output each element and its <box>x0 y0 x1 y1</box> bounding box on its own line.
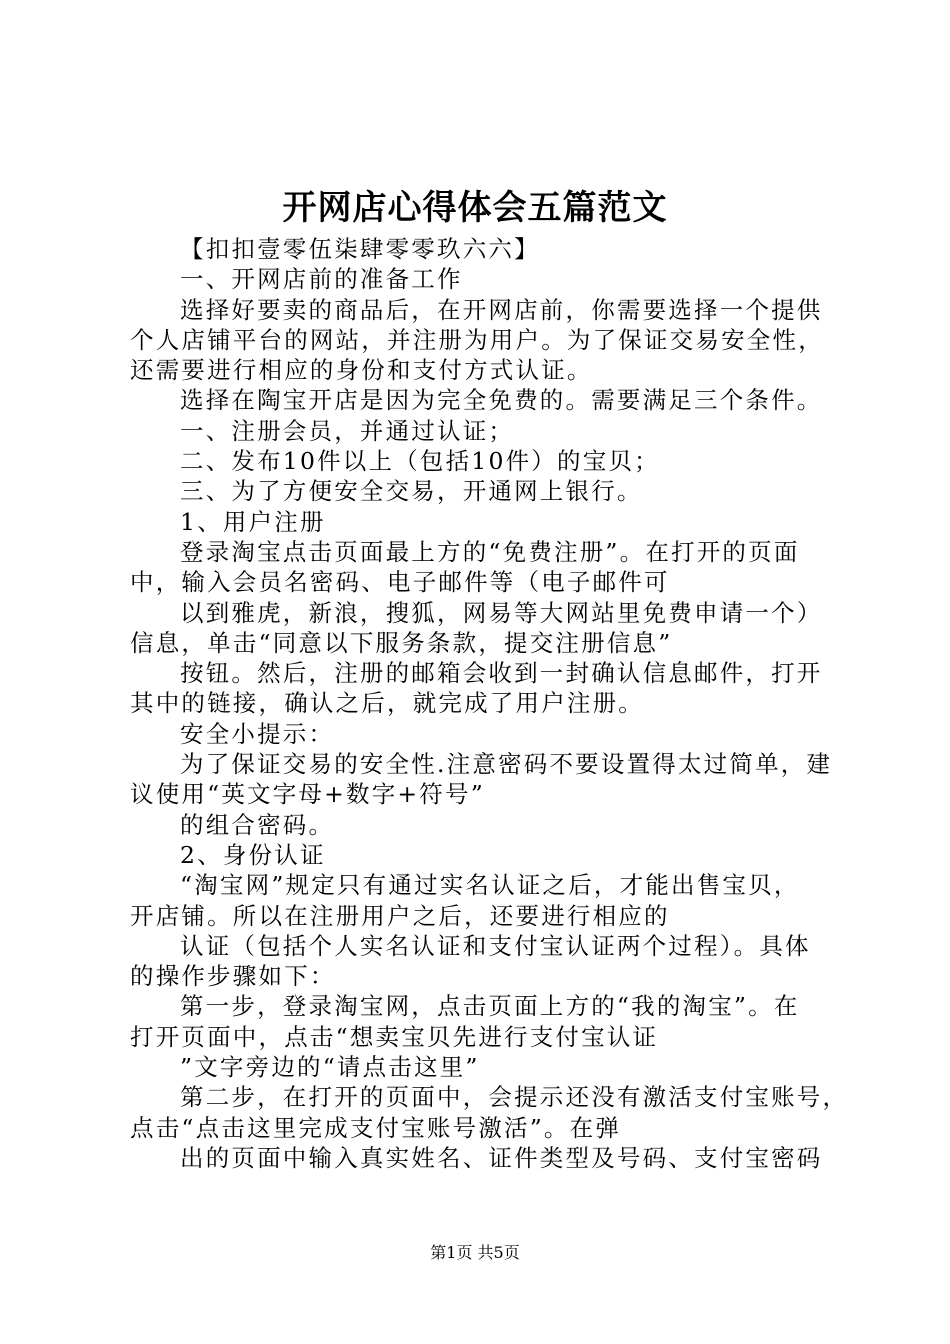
document-body <box>130 234 849 1173</box>
body-line: 一、开网店前的准备工作 <box>180 265 463 294</box>
body-line: 第一步，登录淘宝网，点击页面上方的“我的淘宝”。在 <box>180 992 800 1021</box>
body-line: 选择在陶宝开店是因为完全免费的。需要满足三个条件。 <box>180 386 823 415</box>
body-line: 还需要进行相应的身份和支付方式认证。 <box>130 356 593 385</box>
body-line: 开店铺。所以在注册用户之后，还要进行相应的 <box>130 901 670 930</box>
body-line: 一、注册会员，并通过认证； <box>180 416 515 445</box>
body-line: “淘宝网”规定只有通过实名认证之后，才能出售宝贝， <box>180 871 800 900</box>
body-line: 为了保证交易的安全性.注意密码不要设置得太过简单，建 <box>180 750 833 779</box>
body-line: 三、为了方便安全交易，开通网上银行。 <box>180 477 643 506</box>
body-line: 登录淘宝点击页面最上方的“免费注册”。在打开的页面 <box>180 537 800 566</box>
body-line: 2、身份认证 <box>180 840 326 869</box>
body-line: ”文字旁边的“请点击这里” <box>180 1053 480 1082</box>
body-line: 议使用“英文字母+数字+符号” <box>130 780 485 809</box>
page-footer: 第1页 共5页 <box>430 1243 520 1262</box>
body-line: 二、发布10件以上（包括10件）的宝贝； <box>180 447 660 476</box>
body-line: 的操作步骤如下： <box>130 962 336 991</box>
body-line: 第二步，在打开的页面中，会提示还没有激活支付宝账号， <box>180 1083 849 1112</box>
body-line: 点击“点击这里完成支付宝账号激活”。在弹 <box>130 1113 622 1142</box>
body-line: 【扣扣壹零伍柒肆零零玖六六】 <box>180 235 540 263</box>
body-line: 信息，单击“同意以下服务条款，提交注册信息” <box>130 628 673 657</box>
document-title: 开网店心得体会五篇范文 <box>282 188 668 228</box>
body-line: 打开页面中，点击“想卖宝贝先进行支付宝认证 <box>130 1022 659 1051</box>
body-line: 中，输入会员名密码、电子邮件等（电子邮件可 <box>130 568 670 597</box>
body-line: 出的页面中输入真实姓名、证件类型及号码、支付宝密码 <box>180 1143 823 1172</box>
body-line: 以到雅虎，新浪，搜狐，网易等大网站里免费申请一个） <box>180 598 823 627</box>
body-line: 认证（包括个人实名认证和支付宝认证两个过程）。具体 <box>180 931 811 960</box>
body-line: 选择好要卖的商品后，在开网店前，你需要选择一个提供 <box>180 295 823 324</box>
body-line: 个人店铺平台的网站，并注册为用户。为了保证交易安全性， <box>130 325 824 354</box>
body-line: 的组合密码。 <box>180 810 335 839</box>
body-line: 其中的链接，确认之后，就完成了用户注册。 <box>130 689 644 718</box>
body-line: 安全小提示： <box>180 719 335 748</box>
body-line: 1、用户注册 <box>180 507 326 536</box>
body-line: 按钮。然后，注册的邮箱会收到一封确认信息邮件，打开 <box>180 659 823 688</box>
